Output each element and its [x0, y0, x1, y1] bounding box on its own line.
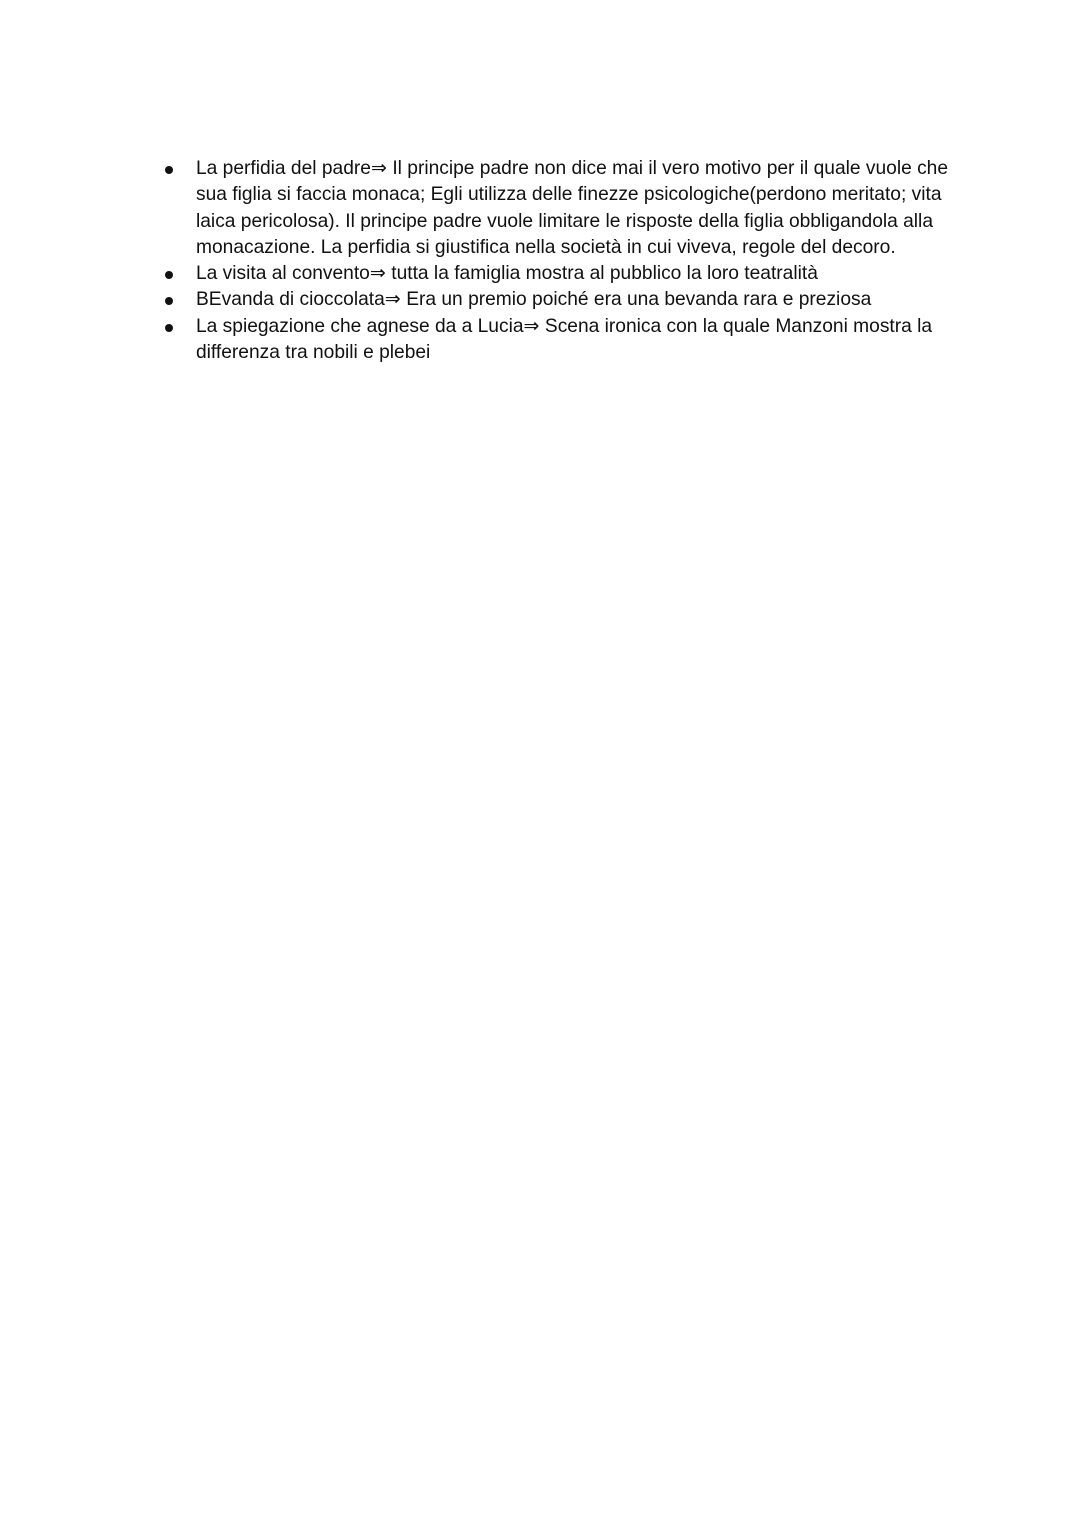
bullet-text: BEvanda di cioccolata⇒ Era un premio poiché era una bevanda rara e preziosa — [196, 289, 872, 311]
bullet-icon — [165, 324, 173, 332]
list-item — [162, 287, 962, 313]
list-item — [162, 156, 962, 261]
bullet-icon — [165, 297, 173, 305]
bullet-text: La visita al convento⇒ tutta la famiglia mostra al pubblico la loro teatralità — [196, 263, 818, 285]
list-item — [162, 261, 962, 287]
bullet-text: La perfidia del padre⇒ Il principe padre non dice mai il vero motivo per il quale vuole che sua figlia si faccia monaca; Egli utilizza delle finezze psicologiche(perdono meritato; vita laica pericolosa). Il principe padre vuole limitare le risposte della figlia obbligandola alla monacazione. La perfidia si giustifica nella società in cui viveva, regole del decoro. — [196, 158, 949, 258]
bullet-list — [162, 156, 962, 366]
list-item — [162, 314, 962, 367]
bullet-icon — [165, 166, 173, 174]
bullet-text: La spiegazione che agnese da a Lucia⇒ Scena ironica con la quale Manzoni mostra la differenza tra nobili e plebei — [196, 315, 933, 364]
bullet-icon — [165, 271, 173, 279]
